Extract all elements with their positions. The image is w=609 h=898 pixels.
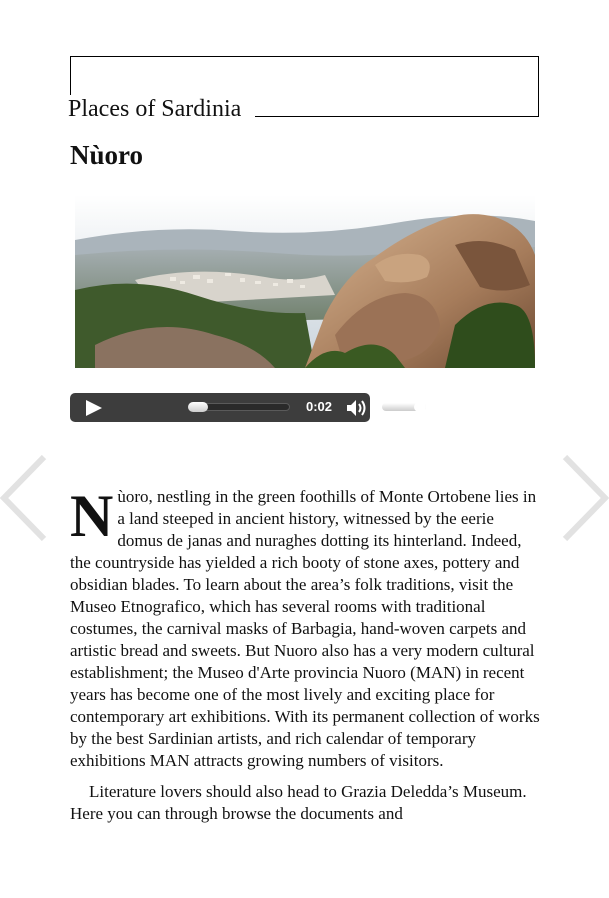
chevron-right-icon[interactable]	[561, 455, 609, 541]
time-display: 0:02	[306, 399, 333, 414]
volume-icon[interactable]	[346, 399, 370, 417]
play-icon[interactable]	[86, 400, 102, 416]
article-paragraph	[70, 483, 540, 772]
page-title: Nùoro	[70, 140, 144, 170]
landscape-illustration	[75, 195, 535, 368]
progress-handle[interactable]	[188, 402, 208, 412]
article-body	[70, 483, 540, 825]
drop-cap: N	[70, 483, 114, 549]
landscape-photo	[75, 195, 535, 368]
section-title: Places of Sardinia	[68, 95, 255, 123]
article-paragraph: Literature lovers should also head to Grazia Deledda’s Museum. Here you can through browse the documents and	[70, 782, 527, 823]
audio-player	[70, 393, 370, 422]
chevron-left-icon[interactable]	[0, 455, 48, 541]
paragraph-text: ùoro, nestling in the green foothills of Monte Ortobene lies in a land steeped in ancient history, witnessed by the eerie domus de janas and nuraghes dotting its hinterland. Indeed, the countryside has yielded a rich booty of stone axes, pottery and obsidian blades. To learn about the area’s folk traditions, visit the Museo Etnografico, which has several rooms with traditional costumes, the carnival masks of Barbagia, hand-woven carpets and artistic bread and sweets. But Nuoro also has a very modern cultural establishment; the Museo d'Arte provincia Nuoro (MAN) in recent years has become one of the most lively and exciting place for contemporary art exhibitions. With its permanent collection of works by the best Sardinian artists, and rich calendar of temporary exhibitions MAN attracts growing numbers of visitors.	[70, 487, 540, 770]
volume-handle[interactable]	[414, 402, 426, 412]
